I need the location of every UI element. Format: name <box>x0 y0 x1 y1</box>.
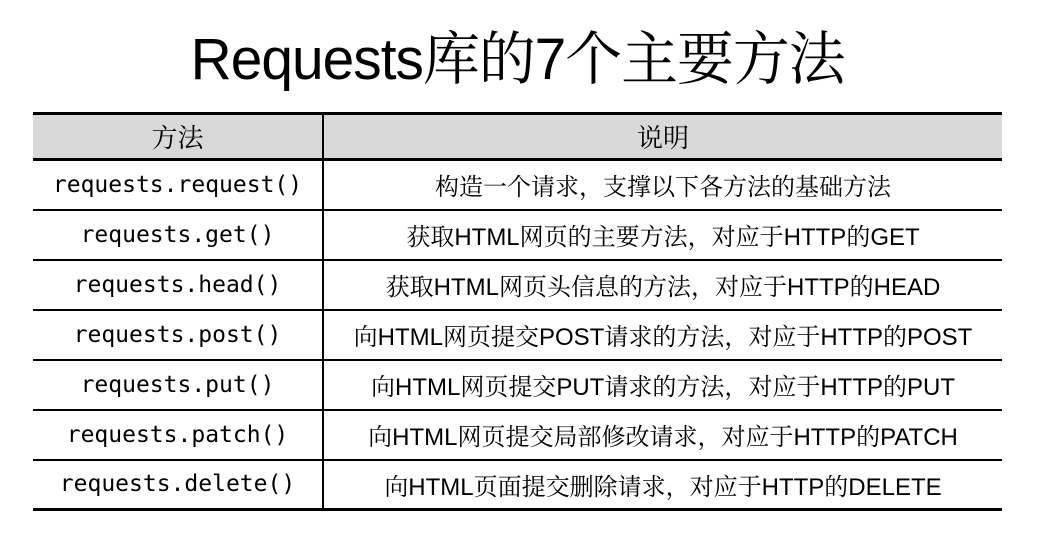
table-row <box>33 260 1002 310</box>
method-cell: requests.delete() <box>33 460 323 510</box>
description-cell: 构造一个请求，支撑以下各方法的基础方法 <box>323 160 1002 210</box>
method-cell: requests.post() <box>33 310 323 360</box>
description-cell: 获取HTML网页头信息的方法，对应于HTTP的HEAD <box>323 260 1002 310</box>
column-header-description: 说明 <box>323 114 1002 160</box>
column-header-method: 方法 <box>33 114 323 160</box>
description-cell: 向HTML网页提交POST请求的方法，对应于HTTP的POST <box>323 310 1002 360</box>
method-cell: requests.get() <box>33 210 323 260</box>
method-cell: requests.put() <box>33 360 323 410</box>
table-row <box>33 310 1002 360</box>
table-body <box>33 160 1002 510</box>
description-cell: 向HTML网页提交PUT请求的方法，对应于HTTP的PUT <box>323 360 1002 410</box>
description-cell: 向HTML网页提交局部修改请求，对应于HTTP的PATCH <box>323 410 1002 460</box>
page-title: Requests库的7个主要方法 <box>190 27 845 92</box>
table-row <box>33 460 1002 510</box>
table-row <box>33 210 1002 260</box>
table-row <box>33 410 1002 460</box>
table-row <box>33 160 1002 210</box>
description-cell: 向HTML页面提交删除请求，对应于HTTP的DELETE <box>323 460 1002 510</box>
title-area <box>33 0 1002 108</box>
method-cell: requests.head() <box>33 260 323 310</box>
method-cell: requests.request() <box>33 160 323 210</box>
description-cell: 获取HTML网页的主要方法，对应于HTTP的GET <box>323 210 1002 260</box>
table-row <box>33 360 1002 410</box>
methods-table <box>33 112 1002 511</box>
method-cell: requests.patch() <box>33 410 323 460</box>
table-header-row <box>33 114 1002 160</box>
